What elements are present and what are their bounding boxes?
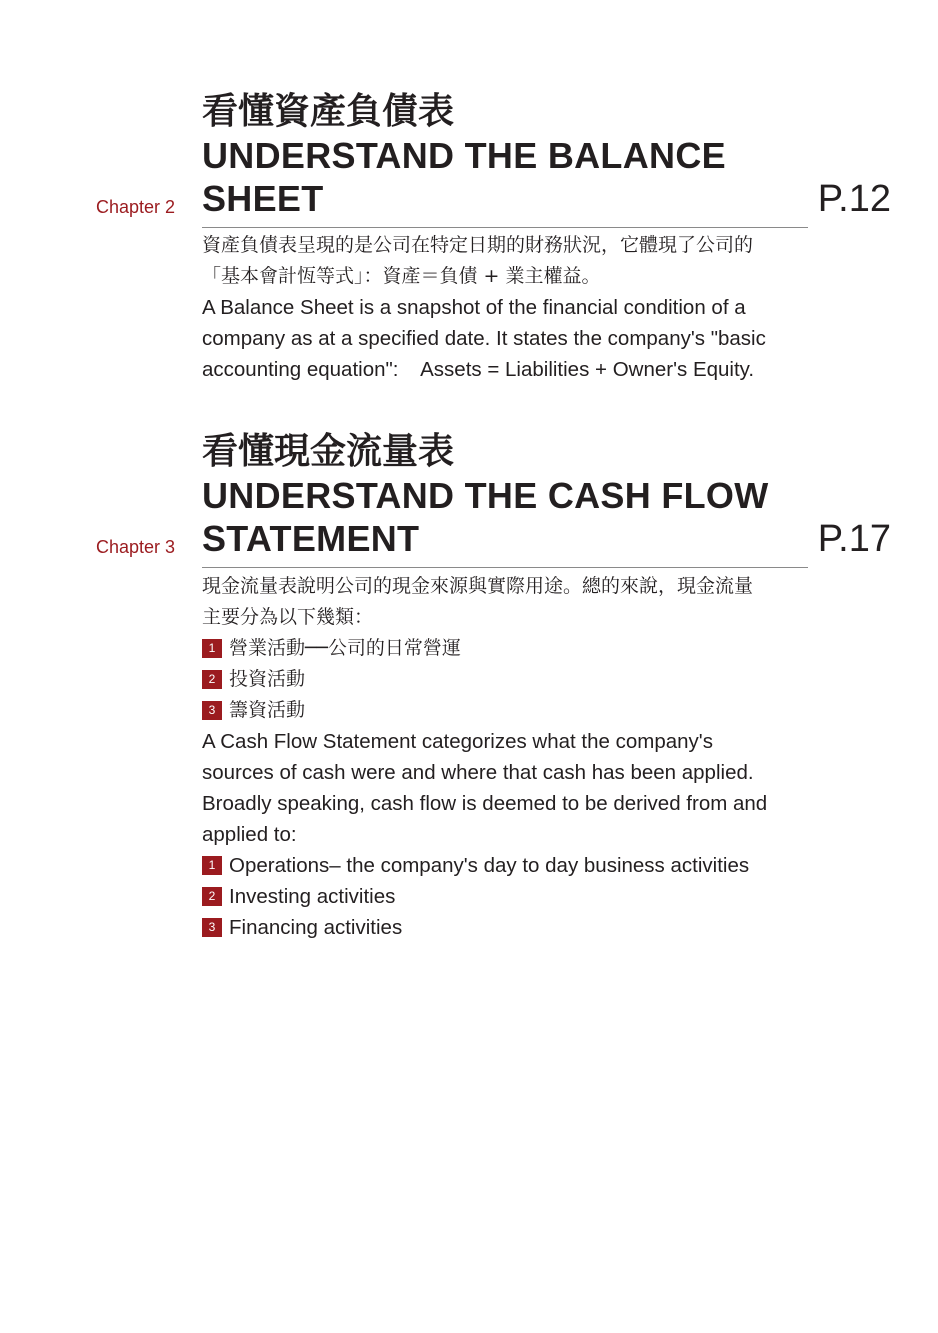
- list-item-zh: [202, 664, 822, 695]
- list-item-en: [202, 850, 822, 881]
- chapter-title: [202, 430, 808, 560]
- title-divider: [202, 567, 808, 568]
- summary-en-line: Broadly speaking, cash flow is deemed to be derived from and: [202, 792, 768, 815]
- list-number-badge: 1: [202, 856, 222, 875]
- summary-zh-line: 現金流量表說明公司的現金來源與實際用途。總的來說，現金流量: [202, 575, 754, 597]
- list-number-badge: 3: [202, 701, 222, 720]
- list-item-text: Investing activities: [229, 885, 396, 908]
- chapter-title-en-line2: STATEMENT: [202, 518, 420, 559]
- list-number-badge: 1: [202, 639, 222, 658]
- list-item-text: 籌資活動: [229, 699, 306, 721]
- chapter-title: [202, 90, 808, 220]
- summary-zh-line: 主要分為以下幾類：: [202, 606, 374, 628]
- chapter-title-zh: 看懂資產負債表: [202, 91, 455, 132]
- chapter-summary: [202, 230, 822, 385]
- chapter-title-en-line1: UNDERSTAND THE BALANCE: [202, 135, 726, 176]
- chapter-label: Chapter 3: [96, 537, 176, 557]
- summary-en-line: sources of cash were and where that cash has been applied.: [202, 761, 754, 784]
- summary-zh-line: 資產負債表呈現的是公司在特定日期的財務狀況，它體現了公司的: [202, 234, 754, 256]
- chapter-title-en-line1: UNDERSTAND THE CASH FLOW: [202, 475, 769, 516]
- list-item-text: Operations– the company's day to day business activities: [229, 854, 750, 877]
- list-item-text: 投資活動: [229, 668, 306, 690]
- summary-en-line: A Balance Sheet is a snapshot of the financial condition of a: [202, 296, 746, 319]
- chapter-title-en-line2: SHEET: [202, 178, 324, 219]
- list-number-badge: 2: [202, 670, 222, 689]
- list-item-en: [202, 881, 822, 912]
- summary-en-line: company as at a specified date. It states the company's "basic: [202, 327, 766, 350]
- chapter-label: Chapter 2: [96, 197, 176, 217]
- list-item-text: 營業活動──公司的日常營運: [229, 637, 461, 659]
- page-number: P.12: [817, 178, 891, 220]
- summary-en-line: applied to:: [202, 823, 297, 846]
- list-number-badge: 3: [202, 918, 222, 937]
- list-item-en: [202, 912, 822, 943]
- list-item-zh: [202, 633, 822, 664]
- list-item-text: Financing activities: [229, 916, 403, 939]
- list-number-badge: 2: [202, 887, 222, 906]
- page-number: P.17: [817, 518, 891, 560]
- chapter-summary: [202, 571, 822, 943]
- summary-en-line: A Cash Flow Statement categorizes what the company's: [202, 730, 713, 753]
- summary-zh-line: 「基本會計恆等式」：資產＝負債 + 業主權益。: [202, 265, 601, 287]
- chapter-title-zh: 看懂現金流量表: [202, 431, 455, 472]
- title-divider: [202, 227, 808, 228]
- list-item-zh: [202, 695, 822, 726]
- summary-en-line: accounting equation": Assets = Liabilities + Owner's Equity.: [202, 358, 755, 381]
